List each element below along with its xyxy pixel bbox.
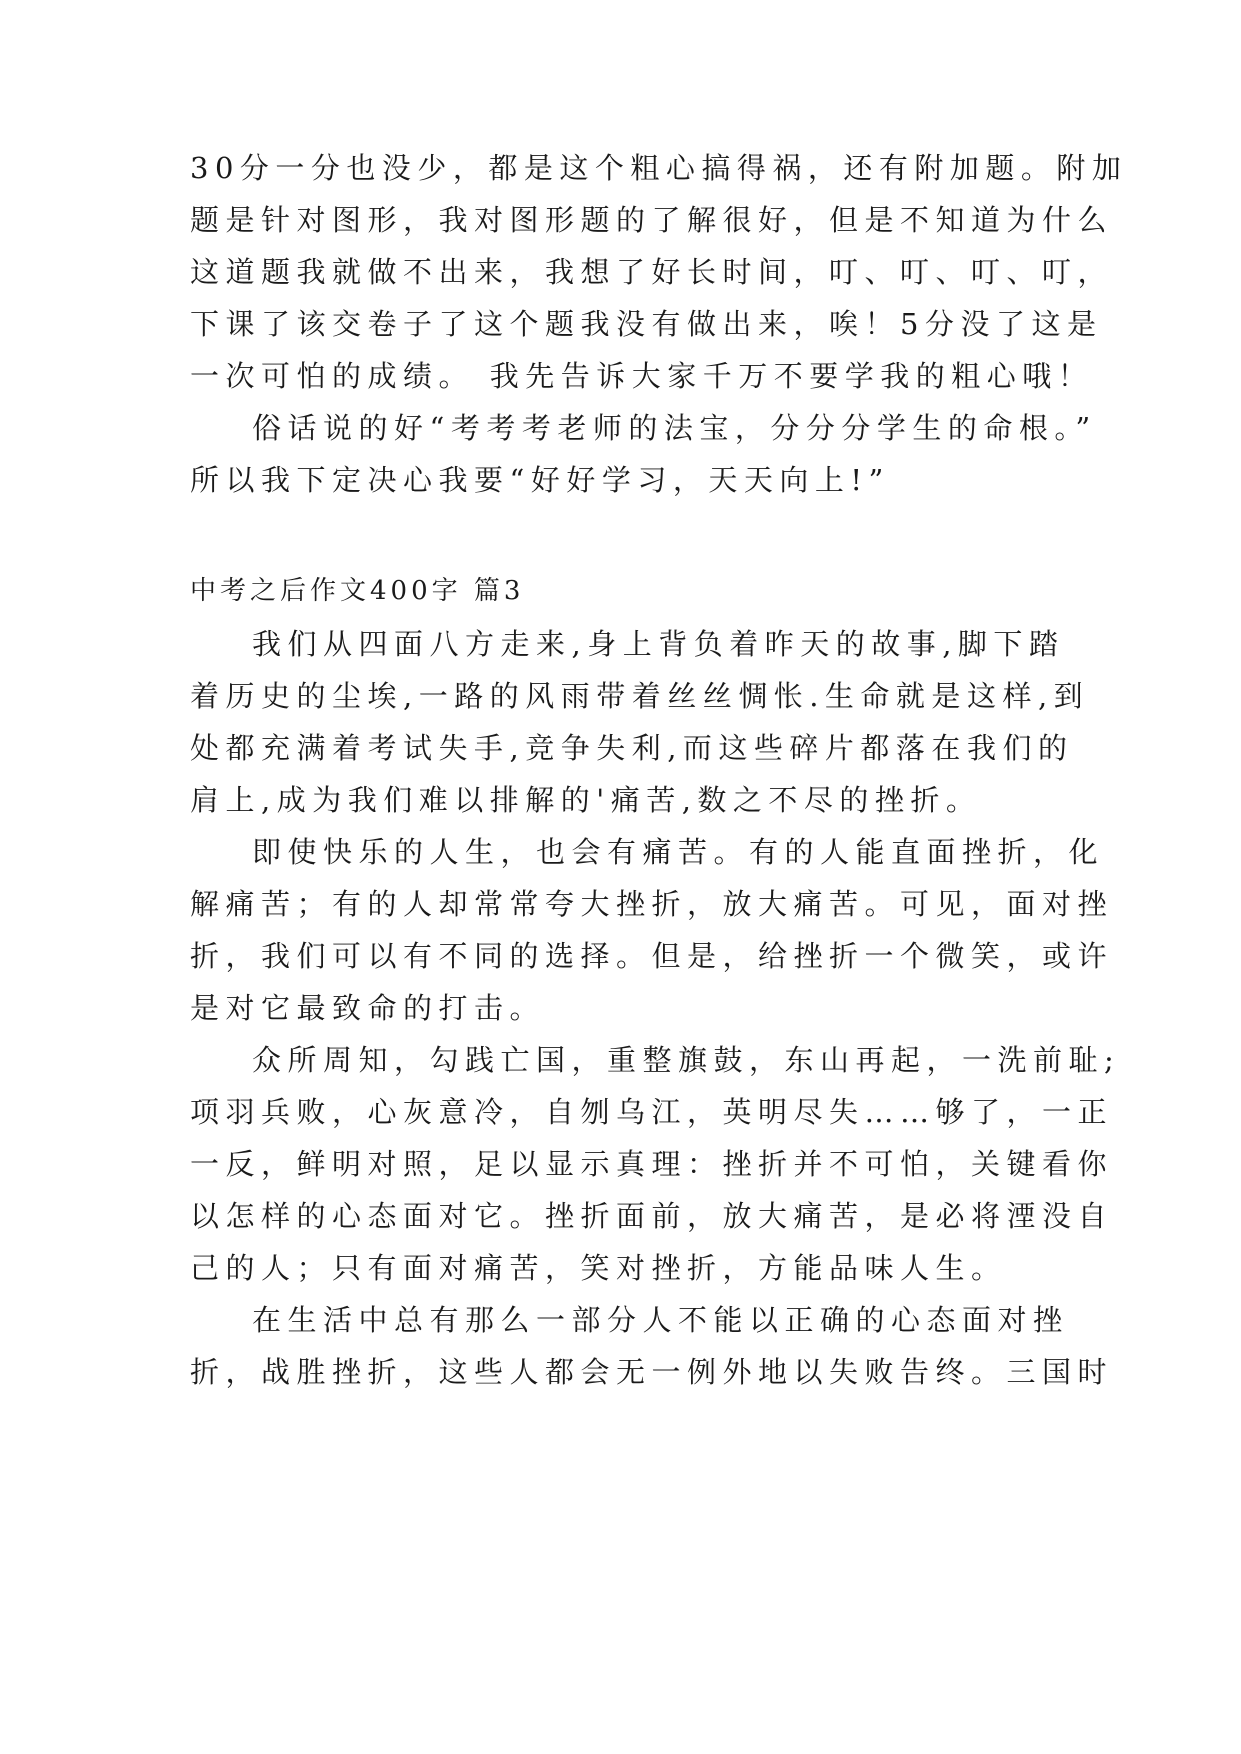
text-line: 解痛苦；有的人却常常夸大挫折，放大痛苦。可见，面对挫: [190, 887, 1114, 921]
text-line: 众所周知，勾践亡国，重整旗鼓，东山再起，一洗前耻;: [252, 1043, 1121, 1077]
text-line: 肩上,成为我们难以排解的'痛苦,数之不尽的挫折。: [190, 783, 982, 817]
text-line: 处都充满着考试失手,竞争失利,而这些碎片都落在我们的: [190, 731, 1074, 765]
text-line: 一反，鲜明对照，足以显示真理：挫折并不可怕，关键看你: [190, 1147, 1114, 1181]
text-line: 折，我们可以有不同的选择。但是，给挫折一个微笑，或许: [190, 939, 1114, 973]
text-line: 着历史的尘埃,一路的风雨带着丝丝惆怅.生命就是这样,到: [190, 679, 1090, 713]
text-line: 在生活中总有那么一部分人不能以正确的心态面对挫: [252, 1303, 1069, 1337]
text-line: 下课了该交卷子了这个题我没有做出来，唉！5分没了这是: [190, 307, 1103, 341]
text-line: 一次可怕的成绩。 我先告诉大家千万不要学我的粗心哦！: [190, 359, 1094, 393]
text-line: 我们从四面八方走来,身上背负着昨天的故事,脚下踏: [252, 627, 1065, 661]
text-line: 俗话说的好“考考考老师的法宝，分分分学生的命根。”: [252, 411, 1097, 445]
text-line: 即使快乐的人生，也会有痛苦。有的人能直面挫折，化: [252, 835, 1105, 869]
text-line: 以怎样的心态面对它。挫折面前，放大痛苦，是必将湮没自: [190, 1199, 1114, 1233]
text-line: 30分一分也没少，都是这个粗心搞得祸，还有附加题。附加: [190, 151, 1128, 185]
essay-title: 中考之后作文400字 篇3: [190, 576, 525, 606]
text-line: 折，战胜挫折，这些人都会无一例外地以失败告终。三国时: [190, 1355, 1114, 1389]
text-line: 这道题我就做不出来，我想了好长时间，叮、叮、叮、叮，: [190, 255, 1114, 289]
text-line: 题是针对图形，我对图形题的了解很好，但是不知道为什么: [190, 203, 1114, 237]
text-line: 项羽兵败，心灰意冷，自刎乌江，英明尽失……够了，一正: [190, 1095, 1114, 1129]
text-line: 己的人；只有面对痛苦，笑对挫折，方能品味人生。: [190, 1251, 1007, 1285]
text-line: 所以我下定决心我要“好好学习，天天向上!”: [190, 463, 890, 497]
text-line: 是对它最致命的打击。: [190, 991, 546, 1025]
